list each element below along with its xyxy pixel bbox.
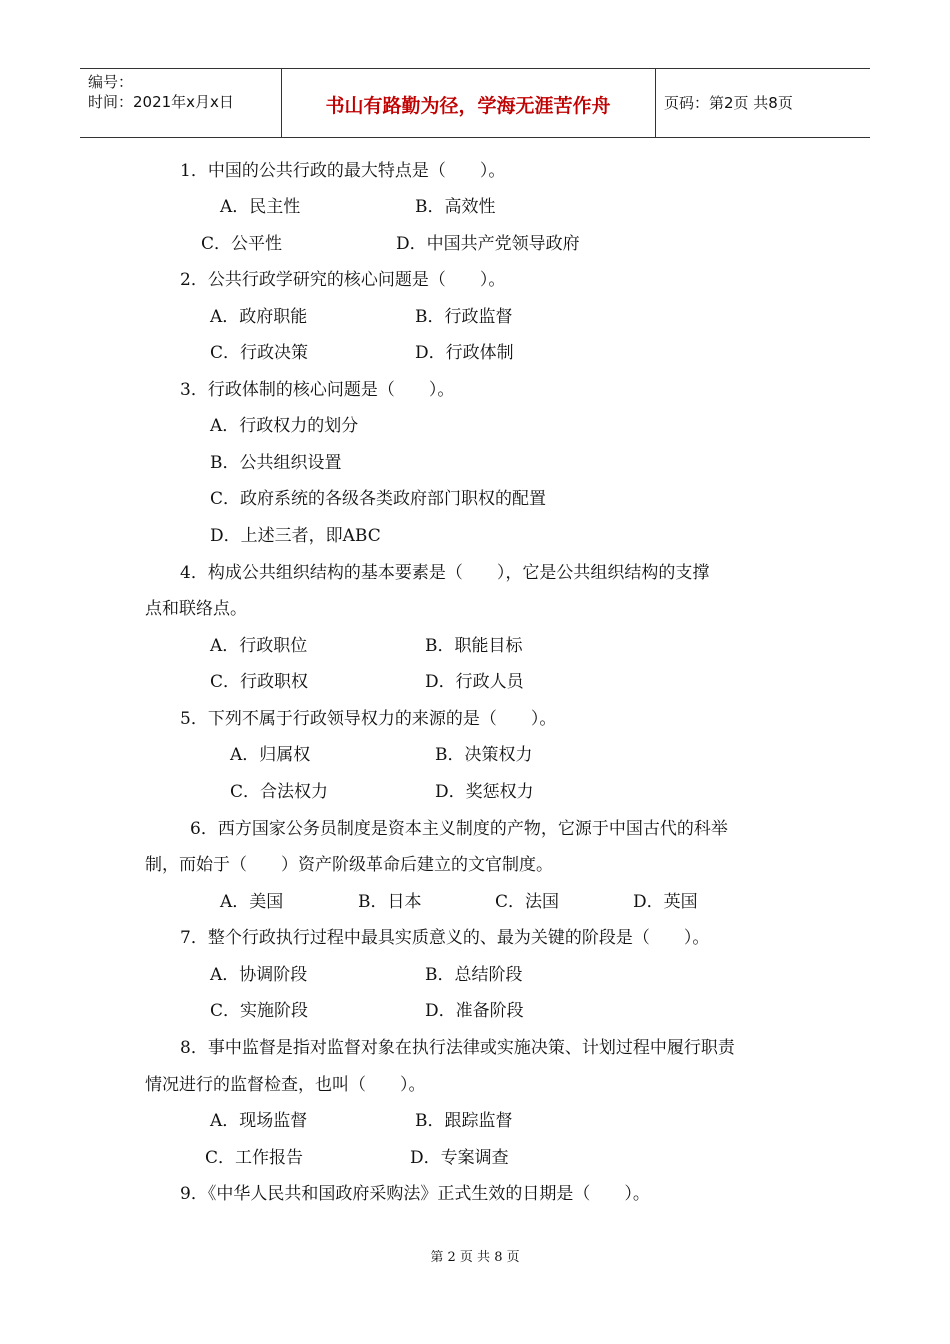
question-4-stem-line2: 点和联络点。 <box>145 599 247 619</box>
question-5-option-b: B．决策权力 <box>435 745 533 765</box>
question-3-option-d: D．上述三者，即ABC <box>210 526 381 546</box>
question-8-option-b: B．跟踪监督 <box>415 1111 513 1131</box>
question-2-option-c: C．行政决策 <box>210 343 309 363</box>
question-6-option-c: C．法国 <box>495 892 560 912</box>
question-6-stem-line2: 制，而始于（ ）资产阶级革命后建立的文官制度。 <box>145 855 553 875</box>
question-6-stem-line1: 6．西方国家公务员制度是资本主义制度的产物，它源于中国古代的科举 <box>190 819 728 839</box>
question-2-option-b: B．行政监督 <box>415 307 513 327</box>
page-footer: 第 2 页 共 8 页 <box>430 1250 520 1265</box>
question-7-option-c: C．实施阶段 <box>210 1001 309 1021</box>
question-6-option-d: D．英国 <box>633 892 698 912</box>
question-8-stem-line1: 8．事中监督是指对监督对象在执行法律或实施决策、计划过程中履行职责 <box>180 1038 735 1058</box>
question-7-option-d: D．准备阶段 <box>425 1001 524 1021</box>
question-8-option-a: A．现场监督 <box>210 1111 308 1131</box>
question-3-option-a: A．行政权力的划分 <box>210 416 359 436</box>
question-5-option-c: C．合法权力 <box>230 782 329 802</box>
question-7-option-a: A．协调阶段 <box>210 965 308 985</box>
question-2-option-a: A．政府职能 <box>210 307 308 327</box>
question-6-option-b: B．日本 <box>358 892 422 912</box>
question-4-option-b: B．职能目标 <box>425 636 523 656</box>
question-3-option-c: C．政府系统的各级各类政府部门职权的配置 <box>210 489 547 509</box>
header-meta <box>88 72 234 112</box>
header-time: 时间：2021年x月x日 <box>88 93 234 111</box>
question-8-option-c: C．工作报告 <box>205 1148 304 1168</box>
question-8-option-d: D．专案调查 <box>410 1148 509 1168</box>
question-1-option-d: D．中国共产党领导政府 <box>396 234 580 254</box>
header-page-info: 页码：第2页 共8页 <box>664 94 793 112</box>
question-7-stem: 7．整个行政执行过程中最具实质意义的、最为关键的阶段是（ ）。 <box>180 928 710 948</box>
question-4-stem-line1: 4．构成公共组织结构的基本要素是（ ），它是公共组织结构的支撑 <box>180 563 710 583</box>
question-3-option-b: B．公共组织设置 <box>210 453 342 473</box>
question-3-stem: 3．行政体制的核心问题是（ ）。 <box>180 380 455 400</box>
question-4-option-a: A．行政职位 <box>210 636 308 656</box>
question-4-option-c: C．行政职权 <box>210 672 309 692</box>
question-5-option-a: A．归属权 <box>230 745 311 765</box>
question-6-option-a: A．美国 <box>220 892 284 912</box>
question-5-option-d: D．奖惩权力 <box>435 782 534 802</box>
question-1-option-a: A．民主性 <box>220 197 301 217</box>
header-motto: 书山有路勤为径，学海无涯苦作舟 <box>325 95 611 117</box>
question-5-stem: 5．下列不属于行政领导权力的来源的是（ ）。 <box>180 709 557 729</box>
question-1-stem: 1．中国的公共行政的最大特点是（ ）。 <box>180 161 506 181</box>
page-header <box>80 68 870 138</box>
question-2-option-d: D．行政体制 <box>415 343 514 363</box>
question-4-option-d: D．行政人员 <box>425 672 524 692</box>
question-2-stem: 2．公共行政学研究的核心问题是（ ）。 <box>180 270 506 290</box>
question-1-option-c: C．公平性 <box>201 234 283 254</box>
question-1-option-b: B．高效性 <box>415 197 496 217</box>
header-divider <box>655 69 656 137</box>
question-9-stem: 9．《中华人民共和国政府采购法》正式生效的日期是（ ）。 <box>180 1184 650 1204</box>
header-number: 编号： <box>88 73 134 91</box>
question-7-option-b: B．总结阶段 <box>425 965 523 985</box>
question-8-stem-line2: 情况进行的监督检查，也叫（ ）。 <box>145 1075 426 1095</box>
